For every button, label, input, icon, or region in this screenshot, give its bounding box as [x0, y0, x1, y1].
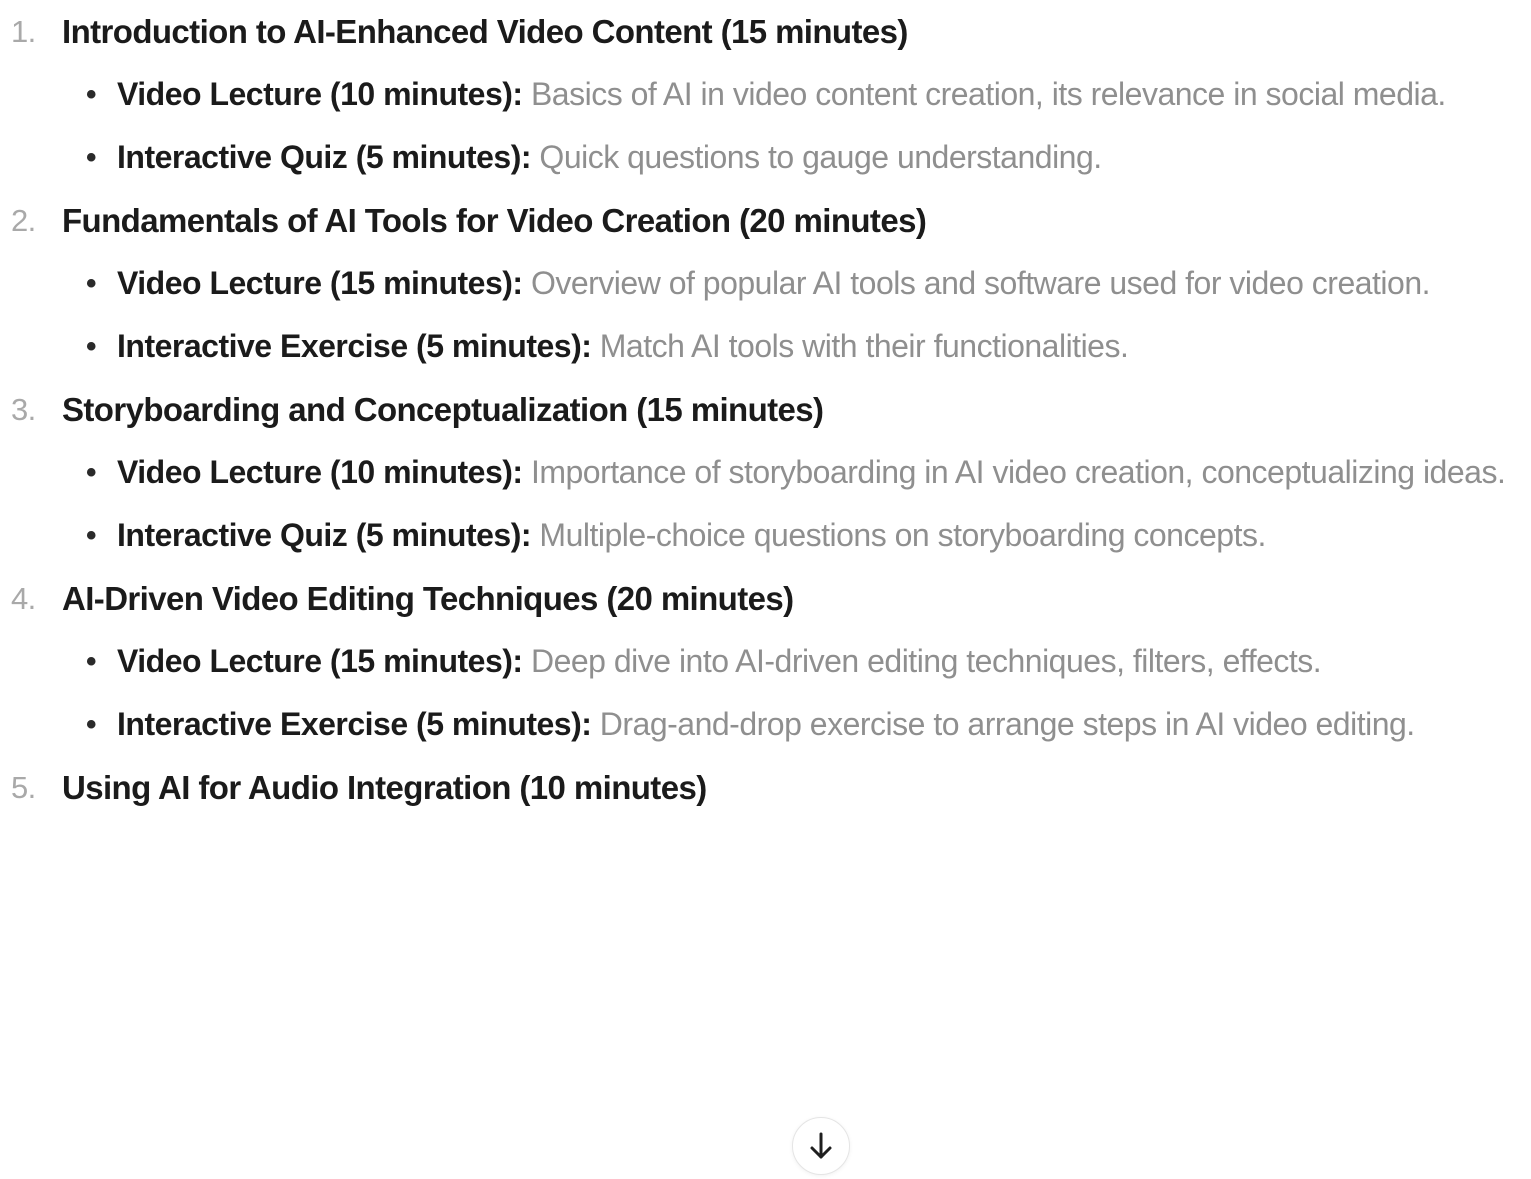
bullet-icon: •: [86, 267, 97, 300]
section-title: AI-Driven Video Editing Techniques (20 minutes): [62, 579, 794, 617]
list-item: [0, 693, 1531, 756]
section-number: 2.: [11, 202, 36, 238]
item-label: Video Lecture (10 minutes):: [117, 76, 523, 112]
outline-section: [0, 567, 1531, 756]
bullet-icon: •: [86, 708, 97, 741]
outline-section: [0, 0, 1531, 189]
item-label: Interactive Exercise (5 minutes):: [117, 706, 592, 742]
item-label: Video Lecture (10 minutes):: [117, 454, 523, 490]
section-number: 5.: [11, 769, 36, 805]
item-description: Deep dive into AI-driven editing techniques, filters, effects.: [530, 643, 1322, 679]
item-label: Interactive Exercise (5 minutes):: [117, 328, 592, 364]
bullet-icon: •: [86, 141, 97, 174]
outline-section: [0, 189, 1531, 378]
arrow-down-icon: [808, 1131, 834, 1161]
list-item: [0, 630, 1531, 693]
bullet-icon: •: [86, 519, 97, 552]
section-title: Fundamentals of AI Tools for Video Creation (20 minutes): [62, 201, 927, 239]
list-item: [0, 63, 1531, 126]
list-item: [0, 126, 1531, 189]
section-number: 3.: [11, 391, 36, 427]
outline-section: [0, 756, 1531, 819]
item-label: Interactive Quiz (5 minutes):: [117, 139, 532, 175]
item-description: Multiple-choice questions on storyboarding concepts.: [539, 517, 1266, 553]
section-number: 4.: [11, 580, 36, 616]
item-label: Video Lecture (15 minutes):: [117, 643, 523, 679]
section-heading: [0, 0, 1531, 63]
item-label: Video Lecture (15 minutes):: [117, 265, 523, 301]
scroll-to-bottom-button[interactable]: [792, 1117, 850, 1175]
section-heading: [0, 189, 1531, 252]
bullet-icon: •: [86, 456, 97, 489]
list-item: [0, 441, 1531, 504]
item-description: Basics of AI in video content creation, its relevance in social media.: [530, 76, 1446, 112]
section-heading: [0, 378, 1531, 441]
item-description: Overview of popular AI tools and software used for video creation.: [530, 265, 1431, 301]
list-item: [0, 315, 1531, 378]
bullet-icon: •: [86, 78, 97, 111]
list-item: [0, 504, 1531, 567]
bullet-icon: •: [86, 645, 97, 678]
section-title: Using AI for Audio Integration (10 minutes): [62, 768, 707, 806]
item-label: Interactive Quiz (5 minutes):: [117, 517, 532, 553]
section-heading: [0, 756, 1531, 819]
bullet-icon: •: [86, 330, 97, 363]
list-item: [0, 252, 1531, 315]
outline-section: [0, 378, 1531, 567]
section-number: 1.: [11, 13, 36, 49]
item-description: Quick questions to gauge understanding.: [539, 139, 1102, 175]
section-title: Introduction to AI-Enhanced Video Content (15 minutes): [62, 12, 908, 50]
item-description: Match AI tools with their functionalities.: [599, 328, 1129, 364]
item-description: Importance of storyboarding in AI video creation, conceptualizing ideas.: [530, 454, 1506, 490]
item-description: Drag-and-drop exercise to arrange steps in AI video editing.: [599, 706, 1415, 742]
section-title: Storyboarding and Conceptualization (15 minutes): [62, 390, 824, 428]
section-heading: [0, 567, 1531, 630]
